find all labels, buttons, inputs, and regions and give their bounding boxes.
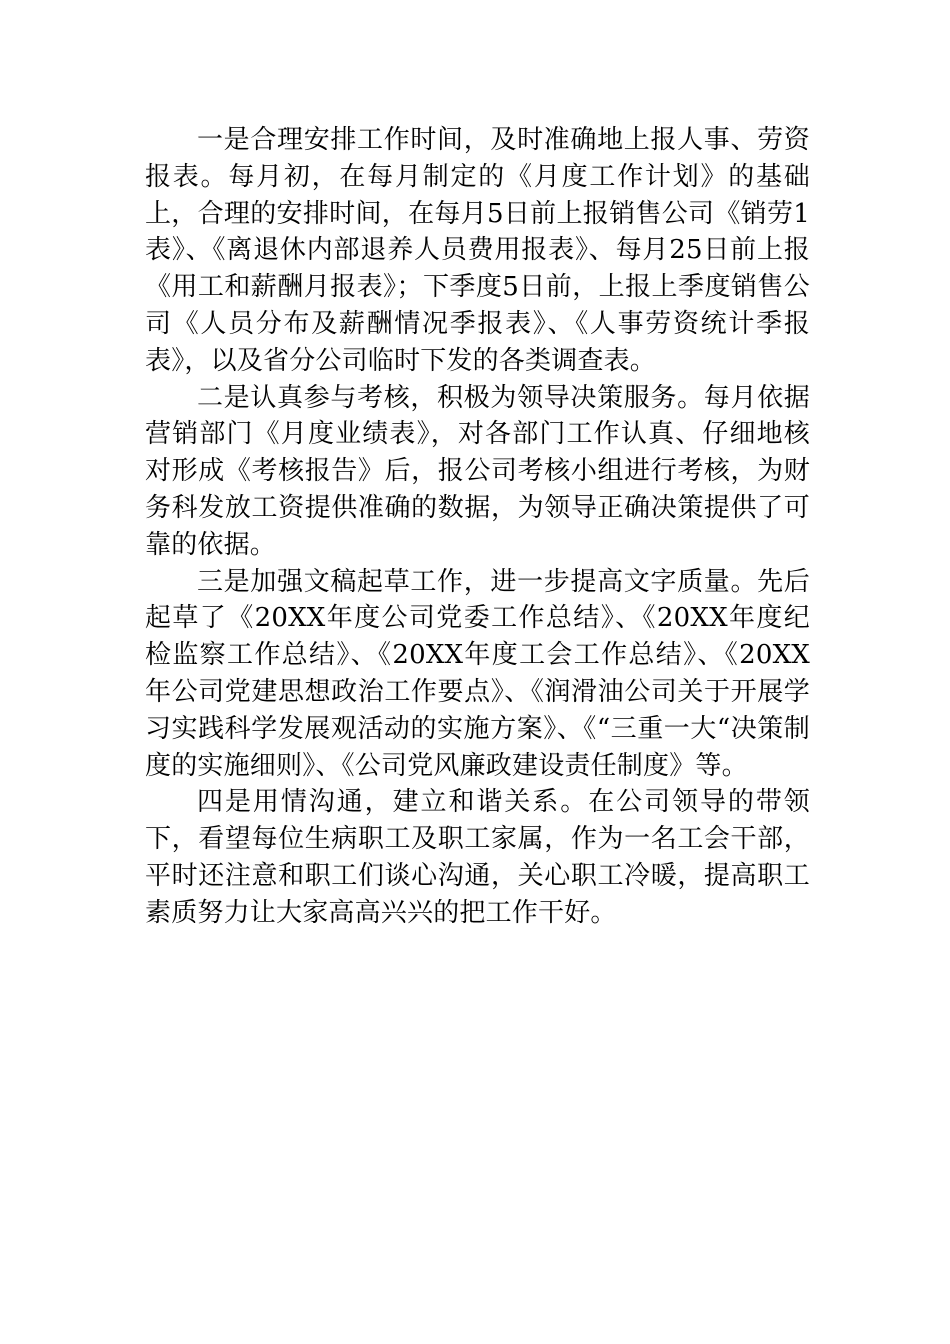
paragraph-2: 二是认真参与考核，积极为领导决策服务。每月依据营销部门《月度业绩表》，对各部门工作认真、仔细地核对形成《考核报告》后，报公司考核小组进行考核，为财务科发放工资提供准确的数据，为领导正确决策提供了可靠的依据。 [145,382,810,560]
paragraph-4: 四是用情沟通，建立和谐关系。在公司领导的带领下，看望每位生病职工及职工家属，作为一名工会干部，平时还注意和职工们谈心沟通，关心职工冷暖，提高职工素质努力让大家高高兴兴的把工作干好。 [145,787,810,928]
paragraph-3: 三是加强文稿起草工作，进一步提高文字质量。先后起草了《20XX年度公司党委工作总结》、《20XX年度纪检监察工作总结》、《20XX年度工会工作总结》、《20XX年公司党建思想政治工作要点》、《润滑油公司关于开展学习实践科学发展观活动的实施方案》、《“三重一大“决策制度的实施细则》、《公司党风廉政建设责任制度》等。 [145,566,810,781]
paragraph-1: 一是合理安排工作时间，及时准确地上报人事、劳资报表。每月初，在每月制定的《月度工作计划》的基础上，合理的安排时间，在每月5日前上报销售公司《销劳1表》、《离退休内部退养人员费用报表》、每月25日前上报《用工和薪酬月报表》；下季度5日前，上报上季度销售公司《人员分布及薪酬情况季报表》、《人事劳资统计季报表》，以及省分公司临时下发的各类调查表。 [145,125,810,376]
document-body [145,122,810,932]
